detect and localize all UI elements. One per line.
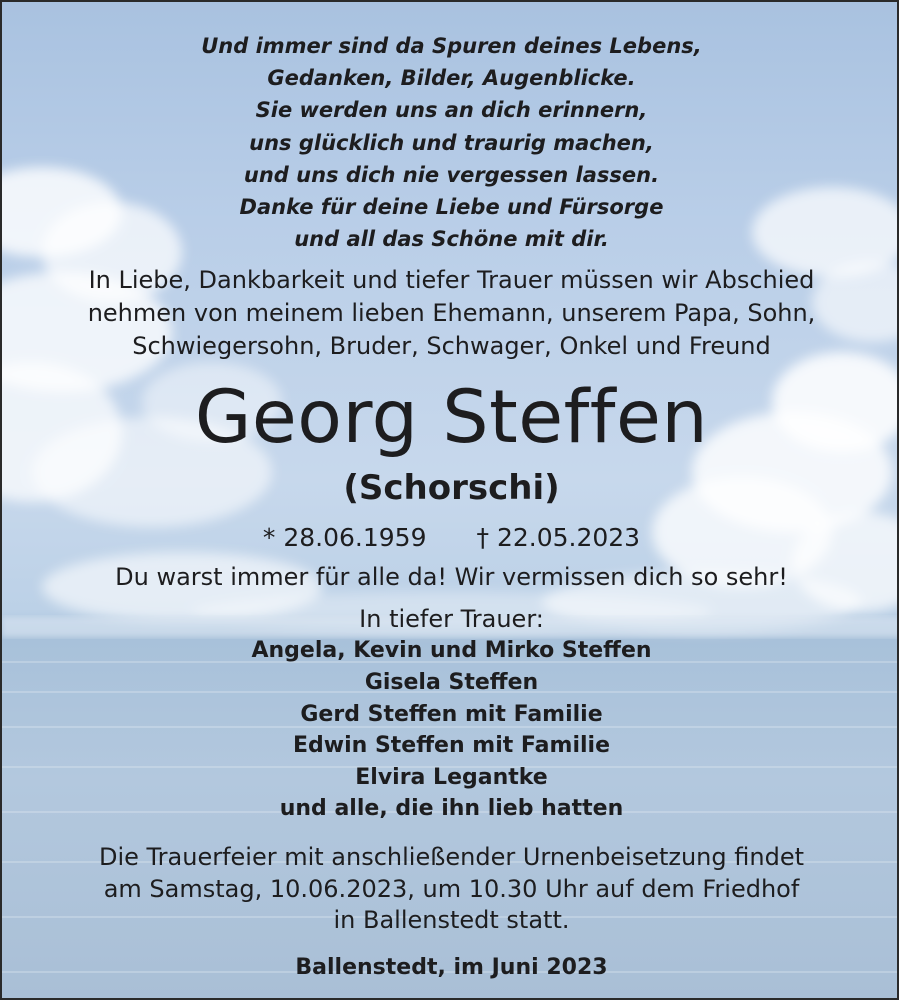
intro-line: nehmen von meinem lieben Ehemann, unserem Papa, Sohn, — [87, 299, 816, 327]
service-info-line: am Samstag, 10.06.2023, um 10.30 Uhr auf dem Friedhof — [103, 875, 800, 903]
poem-line: Gedanken, Bilder, Augenblicke. — [267, 66, 636, 90]
mourner-name: und alle, die ihn lieb hatten — [279, 796, 624, 821]
mourner-name: Edwin Steffen mit Familie — [292, 733, 610, 758]
deceased-nickname: (Schorschi) — [343, 468, 560, 508]
poem-line: uns glücklich und traurig machen, — [249, 131, 654, 155]
mourner-name: Angela, Kevin und Mirko Steffen — [251, 638, 652, 663]
poem-line: Sie werden uns an dich erinnern, — [255, 98, 648, 122]
tribute-text: Du warst immer für alle da! Wir vermissen dich so sehr! — [115, 563, 788, 591]
deceased-name: Georg Steffen — [194, 375, 709, 460]
poem-line: und all das Schöne mit dir. — [294, 227, 609, 251]
place-and-date: Ballenstedt, im Juni 2023 — [295, 955, 608, 980]
life-dates — [2, 522, 899, 554]
death-date: † 22.05.2023 — [476, 523, 641, 552]
birth-date: * 28.06.1959 — [262, 523, 427, 552]
poem-line: Danke für deine Liebe und Fürsorge — [239, 195, 664, 219]
poem-line: und uns dich nie vergessen lassen. — [243, 163, 660, 187]
mourners-heading: In tiefer Trauer: — [359, 605, 544, 633]
service-info-line: in Ballenstedt statt. — [333, 906, 570, 934]
intro-line: In Liebe, Dankbarkeit und tiefer Trauer müssen wir Abschied — [88, 266, 815, 294]
service-info-line: Die Trauerfeier mit anschließender Urnenbeisetzung findet — [98, 843, 804, 871]
mourner-name: Gerd Steffen mit Familie — [300, 702, 603, 727]
intro-line: Schwiegersohn, Bruder, Schwager, Onkel und Freund — [132, 332, 771, 360]
obituary-text — [2, 2, 899, 1000]
poem-line: Und immer sind da Spuren deines Lebens, — [201, 34, 702, 58]
mourner-name: Elvira Legantke — [355, 765, 548, 790]
mourner-name: Gisela Steffen — [364, 670, 539, 695]
